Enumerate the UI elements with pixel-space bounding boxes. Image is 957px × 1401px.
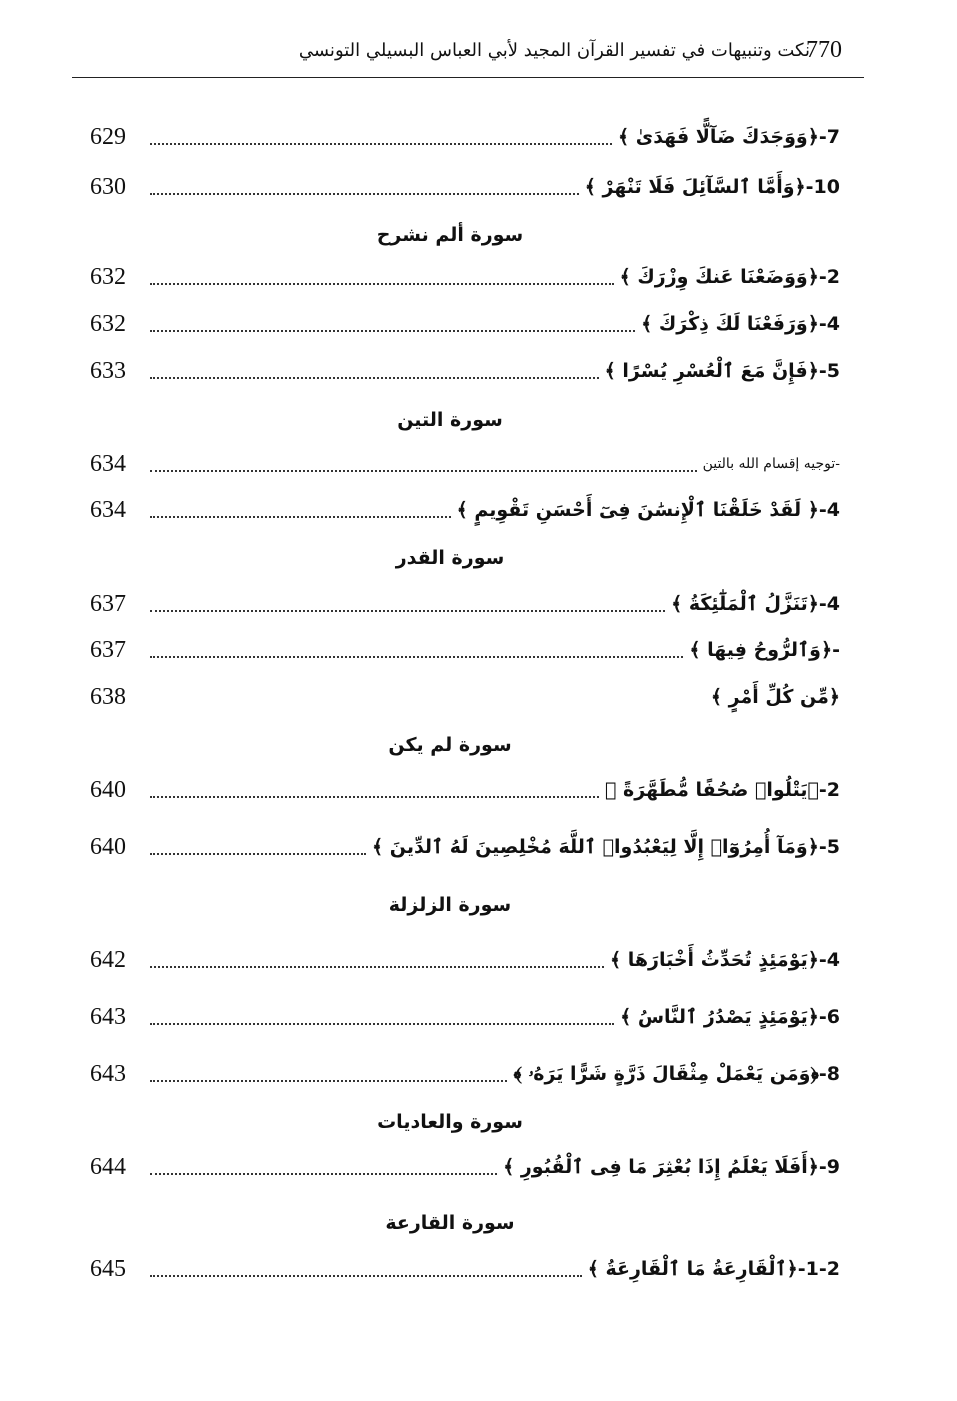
toc-entry-text: ﴿مِّن كُلِّ أَمْرٍ ﴾ xyxy=(710,686,840,708)
toc-page-number: 643 xyxy=(90,1061,126,1087)
toc-page-number: 637 xyxy=(90,637,126,663)
header-divider xyxy=(72,77,864,78)
toc-entry-text: 2-﴿يَتْلُوا۟ صُحُفًا مُّطَهَّرَةً ﴾ xyxy=(605,779,840,801)
toc-entry[interactable] xyxy=(90,307,840,339)
surah-heading: سورة التين xyxy=(397,409,503,431)
toc-entry[interactable] xyxy=(90,830,840,862)
toc-page-number: 634 xyxy=(90,497,126,523)
dot-leader xyxy=(150,656,683,658)
surah-heading: سورة القدر xyxy=(395,547,505,569)
toc-page-number: 643 xyxy=(90,1004,126,1030)
dot-leader xyxy=(150,796,599,798)
toc-entry-text: -توجيه إقسام الله بالتين xyxy=(702,456,840,472)
toc-entry-text: 8-﴿وَمَن يَعْمَلْ مِثْقَالَ ذَرَّةٍ شَرًّا يَرَهُۥ ﴾ xyxy=(513,1063,840,1085)
dot-leader xyxy=(150,1080,507,1082)
toc-entry[interactable] xyxy=(90,493,840,525)
toc-page-number: 637 xyxy=(90,591,126,617)
dot-leader xyxy=(150,193,579,195)
dot-leader xyxy=(150,283,614,285)
dot-leader xyxy=(150,330,635,332)
toc-entry-text: 4-﴿تَنَزَّلُ ٱلْمَلَٰٓئِكَةُ ﴾ xyxy=(671,593,840,615)
toc-entry-text: -﴿وَٱلرُّوحُ فِيهَا ﴾ xyxy=(689,639,840,661)
toc-entry[interactable] xyxy=(90,170,840,202)
toc-entry[interactable] xyxy=(90,773,840,805)
dot-leader xyxy=(150,1173,497,1175)
toc-entry[interactable] xyxy=(90,1057,840,1089)
toc-entry-text: 4-﴿ لَقَدْ خَلَقْنَا ٱلْإِنسَٰنَ فِىٓ أَحْسَنِ تَقْوِيمٍ ﴾ xyxy=(456,499,840,521)
toc-page-number: 638 xyxy=(90,684,126,710)
toc-entry-text: 7-﴿وَوَجَدَكَ ضَآلًّا فَهَدَىٰ ﴾ xyxy=(618,126,840,148)
dot-leader xyxy=(150,516,451,518)
toc-entry[interactable] xyxy=(90,1000,840,1032)
toc-page-number: 642 xyxy=(90,947,126,973)
toc-page-number: 645 xyxy=(90,1256,126,1282)
toc-entry-text: 9-﴿أَفَلَا يَعْلَمُ إِذَا بُعْثِرَ مَا فِى ٱلْقُبُورِ ﴾ xyxy=(503,1156,840,1178)
toc-entry-text: 4-﴿وَرَفَعْنَا لَكَ ذِكْرَكَ ﴾ xyxy=(641,313,840,335)
dot-leader xyxy=(150,853,366,855)
dot-leader xyxy=(150,377,599,379)
surah-heading: سورة والعاديات xyxy=(377,1111,523,1133)
dot-leader xyxy=(150,966,604,968)
toc-page-number: 632 xyxy=(90,311,126,337)
dot-leader xyxy=(150,1275,582,1277)
toc-page-number: 640 xyxy=(90,834,126,860)
toc-page-number: 632 xyxy=(90,264,126,290)
toc-entry[interactable] xyxy=(90,354,840,386)
toc-entry[interactable] xyxy=(90,447,840,479)
toc-entry-text: 6-﴿يَوْمَئِذٍ يَصْدُرُ ٱلنَّاسُ ﴾ xyxy=(620,1006,840,1028)
toc-page-number: 633 xyxy=(90,358,126,384)
book-title: نكت وتنبيهات في تفسير القرآن المجيد لأبي العباس البسيلي التونسي xyxy=(298,40,810,61)
toc-entry[interactable] xyxy=(90,943,840,975)
surah-heading: سورة ألم نشرح xyxy=(376,224,524,246)
toc-entry-text: 4-﴿يَوْمَئِذٍ تُحَدِّثُ أَخْبَارَهَا ﴾ xyxy=(609,949,840,971)
toc-entry[interactable] xyxy=(90,680,840,712)
toc-page-number: 629 xyxy=(90,124,126,150)
dot-leader xyxy=(150,143,612,145)
page-number: 770 xyxy=(806,37,842,63)
toc-entry[interactable] xyxy=(90,1252,840,1284)
dot-leader xyxy=(150,1023,614,1025)
toc-page-number: 640 xyxy=(90,777,126,803)
toc-page-number: 634 xyxy=(90,451,126,477)
dot-leader xyxy=(150,470,697,472)
toc-page-number: 630 xyxy=(90,174,126,200)
toc-entry[interactable] xyxy=(90,587,840,619)
surah-heading: سورة القارعة xyxy=(385,1212,515,1234)
toc-entry-text: 5-﴿وَمَآ أُمِرُوٓا۟ إِلَّا لِيَعْبُدُوا۟ ٱللَّهَ مُخْلِصِينَ لَهُ ٱلدِّينَ ﴾ xyxy=(371,836,840,858)
toc-entry[interactable] xyxy=(90,1150,840,1182)
toc-entry-text: 5-﴿فَإِنَّ مَعَ ٱلْعُسْرِ يُسْرًا ﴾ xyxy=(604,360,840,382)
toc-entry[interactable] xyxy=(90,633,840,665)
toc-entry-text: 1-2-﴿ٱلْقَارِعَةُ مَا ٱلْقَارِعَةُ ﴾ xyxy=(587,1258,840,1280)
toc-entry[interactable] xyxy=(90,120,840,152)
toc-entry-text: 2-﴿وَوَضَعْنَا عَنكَ وِزْرَكَ ﴾ xyxy=(619,266,840,288)
surah-heading: سورة لم يكن xyxy=(388,734,512,756)
toc-page-number: 644 xyxy=(90,1154,126,1180)
surah-heading: سورة الزلزلة xyxy=(388,894,512,916)
toc-entry-text: 10-﴿وَأَمَّا ٱلسَّآئِلَ فَلَا تَنْهَرْ ﴾ xyxy=(584,176,840,198)
dot-leader xyxy=(150,610,665,612)
toc-entry[interactable] xyxy=(90,260,840,292)
